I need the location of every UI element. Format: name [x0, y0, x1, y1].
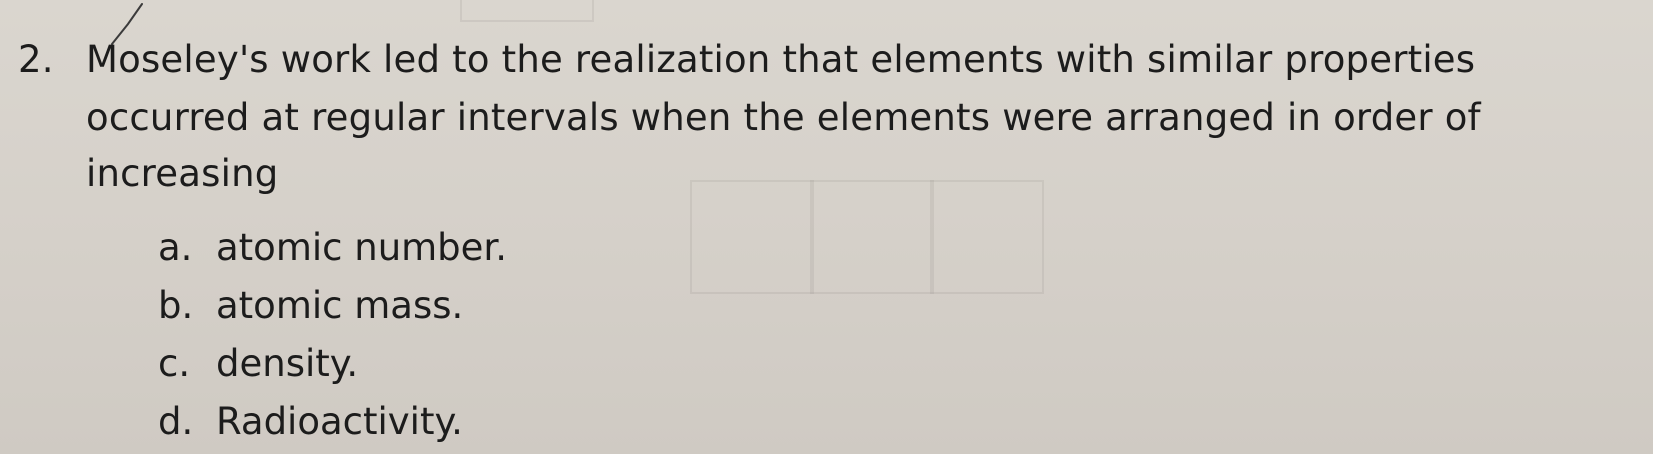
- option-text: atomic number.: [216, 226, 508, 269]
- option-text: atomic mass.: [216, 284, 464, 327]
- option-letter: a.: [158, 226, 193, 269]
- option-a[interactable]: [158, 226, 507, 270]
- option-letter: b.: [158, 284, 194, 327]
- question-text-line: increasing: [86, 152, 279, 195]
- show-through-box: [460, 0, 594, 22]
- option-text: Radioactivity.: [216, 400, 463, 443]
- option-d[interactable]: [158, 400, 463, 444]
- option-letter: d.: [158, 400, 194, 443]
- show-through-box: [930, 180, 1044, 294]
- question-text-line: Moseley's work led to the realization that elements with similar properties: [86, 38, 1476, 81]
- option-letter: c.: [158, 342, 191, 385]
- show-through-box: [690, 180, 814, 294]
- option-c[interactable]: [158, 342, 358, 386]
- question-number: 2.: [18, 38, 54, 81]
- question-text-line: occurred at regular intervals when the elements were arranged in order of: [86, 96, 1481, 139]
- show-through-box: [810, 180, 934, 294]
- option-text: density.: [216, 342, 359, 385]
- option-b[interactable]: [158, 284, 463, 328]
